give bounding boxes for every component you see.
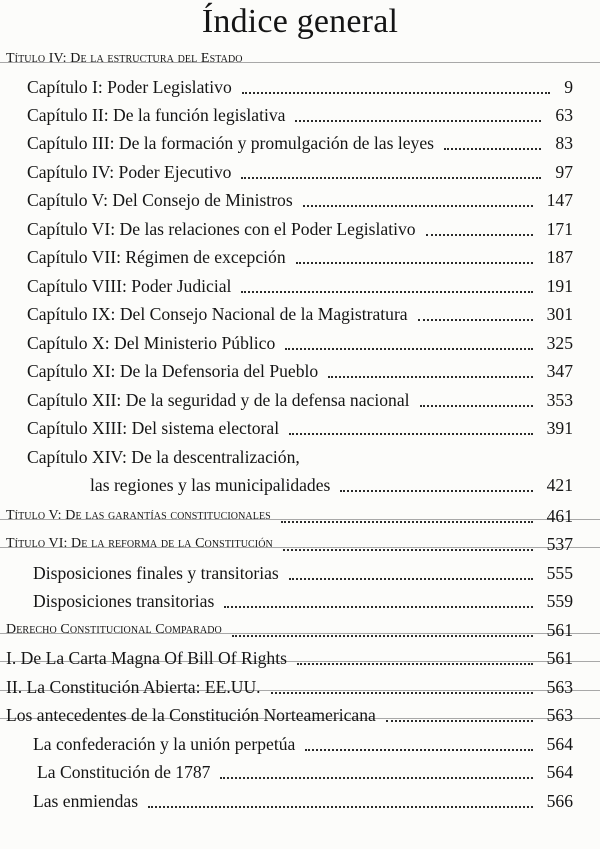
toc-entry-title: Título IV: De la estructura del Estado [6, 51, 243, 66]
toc-entry-title: Capítulo XII: De la seguridad y de la defensa nacional [27, 390, 410, 410]
page-title: Índice general [201, 3, 399, 40]
dot-leader [305, 749, 533, 751]
dot-leader [148, 806, 533, 808]
toc-page-number: 191 [546, 276, 573, 296]
toc-entry-title: Capítulo VIII: Poder Judicial [27, 276, 232, 296]
dot-leader [296, 262, 533, 264]
toc-page-number: 563 [546, 705, 573, 725]
dot-leader [420, 405, 533, 407]
toc-entry-title: Capítulo IV: Poder Ejecutivo [27, 162, 232, 182]
dot-leader [241, 291, 533, 293]
dot-leader [426, 234, 533, 236]
dot-leader [289, 433, 533, 435]
toc-page-number: 83 [555, 133, 573, 153]
toc-entry-title: Capítulo VII: Régimen de excepción [27, 247, 286, 267]
toc-page-number: 97 [555, 162, 573, 182]
toc-entry-title: Capítulo I: Poder Legislativo [27, 77, 232, 97]
toc-entry-title: II. La Constitución Abierta: EE.UU. [6, 677, 261, 697]
toc-entry-title: Capítulo XIV: De la descentralización, [27, 447, 300, 467]
dot-leader [241, 177, 541, 179]
toc-entry-title: Los antecedentes de la Constitución Norteamericana [6, 705, 376, 725]
toc-page-number: 325 [546, 333, 573, 353]
dot-leader [285, 348, 533, 350]
toc-entry-title: Capítulo IX: Del Consejo Nacional de la Magistratura [27, 304, 408, 324]
toc-entry-title: Capítulo II: De la función legislativa [27, 105, 286, 125]
toc-entry-title: Capítulo VI: De las relaciones con el Poder Legislativo [27, 219, 416, 239]
toc-page-number: 171 [546, 219, 573, 239]
toc-page-number: 561 [546, 620, 573, 640]
toc-entry-title: La confederación y la unión perpetúa [33, 734, 296, 754]
toc-page-number: 353 [546, 390, 573, 410]
toc-page-number: 421 [546, 475, 573, 495]
dot-leader [271, 692, 533, 694]
toc-page-number: 63 [555, 105, 573, 125]
toc-page-number: 564 [546, 762, 573, 782]
toc-page-number: 563 [546, 677, 573, 697]
dot-leader [220, 777, 533, 779]
dot-leader [328, 376, 533, 378]
toc-page-number: 391 [546, 418, 573, 438]
toc-entry-title: Disposiciones finales y transitorias [33, 563, 279, 583]
dot-leader [303, 205, 533, 207]
toc-entry-title: Título VI: De la reforma de la Constitución [6, 536, 273, 551]
toc-entry-title: La Constitución de 1787 [37, 762, 211, 782]
toc-page-number: 347 [546, 361, 573, 381]
dot-leader [386, 720, 533, 722]
dot-leader [281, 521, 533, 523]
toc-page-number: 555 [546, 563, 573, 583]
toc-page-number: 537 [546, 534, 573, 554]
dot-leader [297, 663, 533, 665]
toc-entry-title: Capítulo III: De la formación y promulgación de las leyes [27, 133, 434, 153]
dot-leader [289, 578, 533, 580]
toc-page-number: 301 [546, 304, 573, 324]
dot-leader [418, 319, 533, 321]
dot-leader [340, 490, 533, 492]
toc-entry-title: Título V: De las garantías constitucionales [6, 508, 271, 523]
dot-leader [232, 635, 533, 637]
toc-page-number: 561 [546, 648, 573, 668]
toc-entry-title: Capítulo XIII: Del sistema electoral [27, 418, 280, 438]
toc-entry-title: I. De La Carta Magna Of Bill Of Rights [6, 648, 287, 668]
toc-page-number: 559 [546, 591, 573, 611]
dot-leader [444, 148, 541, 150]
dot-leader [283, 549, 533, 551]
toc-page-number: 9 [564, 77, 573, 97]
toc-page-number: 564 [546, 734, 573, 754]
toc-page-number: 187 [546, 247, 573, 267]
toc-entry-title: Capítulo X: Del Ministerio Público [27, 333, 276, 353]
toc-entry-title: Disposiciones transitorias [33, 591, 215, 611]
dot-leader [242, 92, 550, 94]
toc-entry-title: Capítulo V: Del Consejo de Ministros [27, 190, 293, 210]
toc-entry-title-continued: las regiones y las municipalidades [90, 475, 331, 495]
toc-page-number: 461 [546, 506, 573, 526]
toc-entry-title: Las enmiendas [33, 791, 139, 811]
toc-page-number: 147 [546, 190, 573, 210]
toc-page-number: 566 [546, 791, 573, 811]
toc-entry-title: Capítulo XI: De la Defensoria del Pueblo [27, 361, 319, 381]
dot-leader [295, 120, 541, 122]
toc-entry-title: Derecho Constitucional Comparado [6, 622, 222, 637]
dot-leader [224, 606, 533, 608]
